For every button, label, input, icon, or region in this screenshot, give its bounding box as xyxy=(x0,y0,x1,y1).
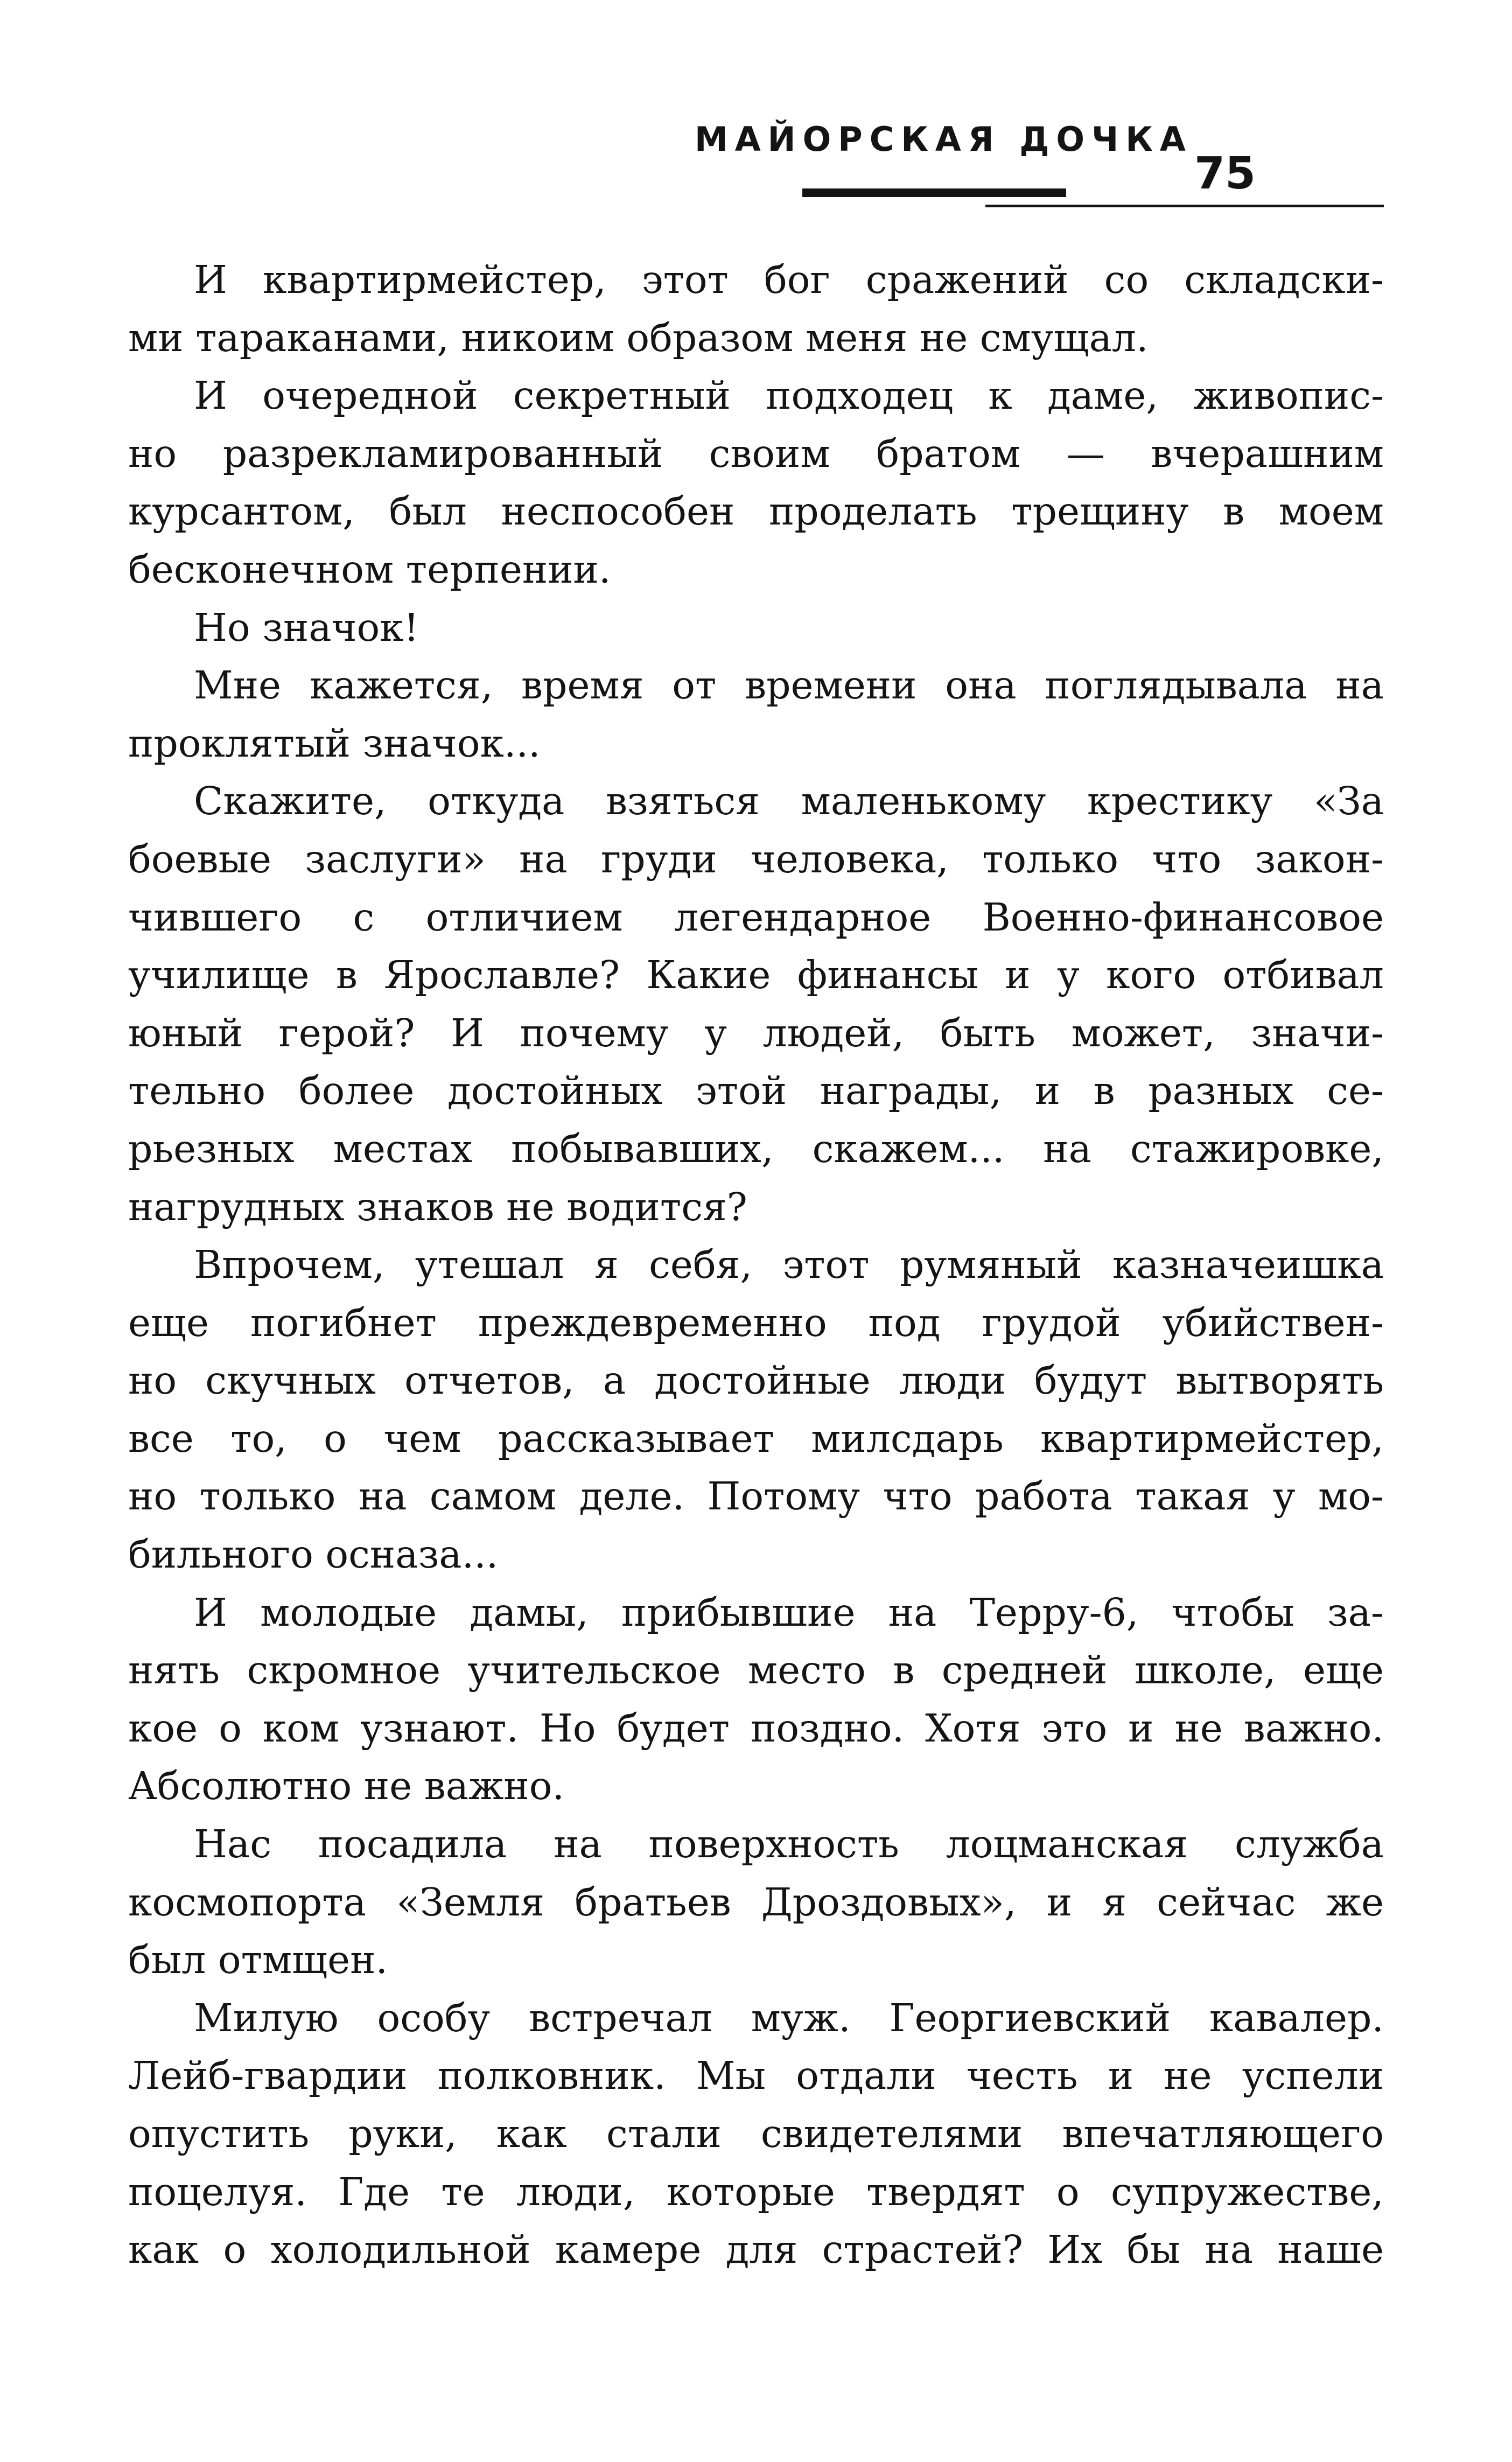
body-text xyxy=(128,251,1384,2279)
header-rule-thin xyxy=(985,205,1384,207)
text-line: но разрекламированный своим братом — вчерашним xyxy=(128,431,1384,476)
header-rule-thick xyxy=(802,188,1066,197)
text-line: бесконечном терпении. xyxy=(128,547,611,592)
text-line: поцелуя. Где те люди, которые твердят о супружестве, xyxy=(128,2169,1384,2214)
text-line: училище в Ярославле? Какие финансы и у кого отбивал xyxy=(128,953,1384,998)
text-line: как о холодильной камере для страстей? Их бы на наше xyxy=(128,2227,1384,2272)
text-line: юный герой? И почему у людей, быть может, значи- xyxy=(128,1010,1384,1055)
paragraph xyxy=(128,367,1384,598)
text-line: космопорта «Земля братьев Дроздовых», и я сейчас же xyxy=(128,1879,1384,1925)
text-line: боевые заслуги» на груди человека, только что закон- xyxy=(128,836,1384,882)
text-line: Милую особу встречал муж. Георгиевский кавалер. xyxy=(194,1995,1384,2040)
text-line: еще погибнет преждевременно под грудой убийствен- xyxy=(128,1300,1384,1345)
text-line: нагрудных знаков не водится? xyxy=(128,1184,747,1229)
text-line: все то, о чем рассказывает милсдарь квартирмейстер, xyxy=(128,1416,1384,1461)
paragraph xyxy=(128,251,1384,367)
text-line: Нас посадила на поверхность лоцманская служба xyxy=(194,1822,1384,1867)
paragraph xyxy=(128,1236,1384,1584)
text-line: И очередной секретный подходец к даме, живопис- xyxy=(194,373,1384,418)
text-line: но только на самом деле. Потому что работа такая у мо- xyxy=(128,1474,1384,1519)
text-line: тельно более достойных этой награды, и в разных се- xyxy=(128,1068,1384,1114)
text-line: кое о ком узнают. Но будет поздно. Хотя это и не важно. xyxy=(128,1705,1384,1751)
text-line: Абсолютно не важно. xyxy=(128,1764,565,1809)
paragraph xyxy=(128,599,1384,657)
text-line: Лейб-гвардии полковник. Мы отдали честь и не успели xyxy=(128,2053,1384,2099)
text-line: бильного осназа... xyxy=(128,1532,499,1577)
text-line: Впрочем, утешал я себя, этот румяный казначеишка xyxy=(194,1242,1384,1288)
text-line: ми тараканами, никоим образом меня не смущал. xyxy=(128,315,1149,360)
paragraph xyxy=(128,1815,1384,1989)
paragraph xyxy=(128,772,1384,1236)
text-line: И молодые дамы, прибывшие на Терру-6, чтобы за- xyxy=(194,1590,1384,1635)
text-line: но скучных отчетов, а достойные люди будут вытворять xyxy=(128,1358,1384,1403)
text-line: проклятый значок... xyxy=(128,721,541,766)
paragraph xyxy=(128,1989,1384,2279)
text-line: курсантом, был неспособен проделать трещину в моем xyxy=(128,489,1384,534)
text-line: Мне кажется, время от времени она поглядывала на xyxy=(194,663,1384,708)
running-title: МАЙОРСКАЯ ДОЧКА xyxy=(695,120,1193,159)
paragraph xyxy=(128,656,1384,772)
text-line: И квартирмейстер, этот бог сражений со складски- xyxy=(194,257,1384,302)
text-line: опустить руки, как стали свидетелями впечатляющего xyxy=(128,2111,1384,2156)
text-line: был отмщен. xyxy=(128,1938,388,1983)
paragraph xyxy=(128,1584,1384,1815)
page-number: 75 xyxy=(1194,148,1256,199)
text-line: нять скромное учительское место в средней школе, еще xyxy=(128,1648,1384,1693)
text-line: чившего с отличием легендарное Военно-финансовое xyxy=(128,894,1384,940)
text-line: Скажите, откуда взяться маленькому крестику «За xyxy=(194,779,1384,824)
text-line: Но значок! xyxy=(194,605,419,650)
text-line: рьезных местах побывавших, скажем... на стажировке, xyxy=(128,1126,1384,1171)
